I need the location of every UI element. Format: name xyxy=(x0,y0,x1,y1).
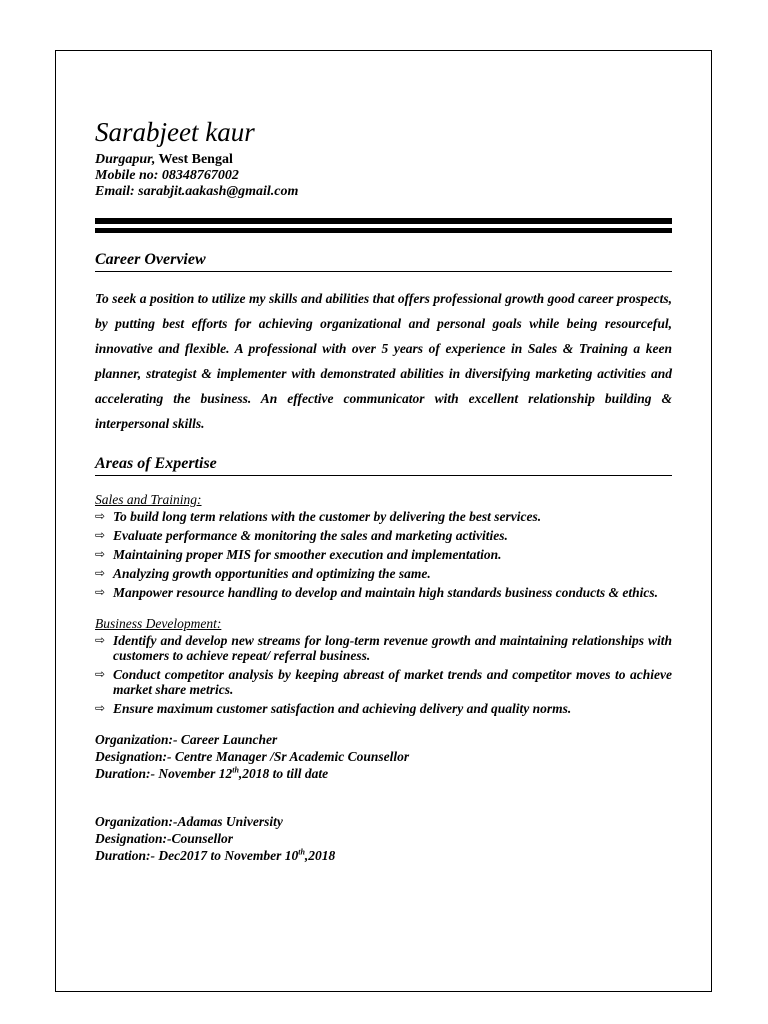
location-line xyxy=(95,152,672,168)
header-divider xyxy=(95,218,672,233)
career-overview-heading: Career Overview xyxy=(95,250,672,272)
arrow-right-icon: ⇨ xyxy=(95,667,106,681)
list-item: ⇨ Maintaining proper MIS for smoother execution and implementation. xyxy=(95,547,502,562)
mobile-line: Mobile no: 08348767002 xyxy=(95,168,239,183)
job-designation: Designation:- Centre Manager /Sr Academic Counsellor xyxy=(95,749,410,764)
arrow-right-icon: ⇨ xyxy=(95,528,106,542)
list-item: ⇨ Conduct competitor analysis by keeping abreast of market trends and competitor moves to achieve market share metrics. xyxy=(95,667,672,697)
location-separator: , xyxy=(151,152,156,167)
expertise-heading: Areas of Expertise xyxy=(95,454,672,476)
arrow-right-icon: ⇨ xyxy=(95,566,106,580)
job-duration: Duration:- November 12th,2018 to till date xyxy=(95,765,329,781)
arrow-right-icon: ⇨ xyxy=(95,585,106,599)
business-development-heading: Business Development: xyxy=(95,616,222,631)
candidate-name: Sarabjeet kaur xyxy=(95,117,255,147)
arrow-right-icon: ⇨ xyxy=(95,509,106,523)
list-item: ⇨ Ensure maximum customer satisfaction and achieving delivery and quality norms. xyxy=(95,701,572,716)
location-state: West Bengal xyxy=(155,152,233,167)
job-duration: Duration:- Dec2017 to November 10th,2018 xyxy=(95,847,336,863)
job-entry-career-launcher xyxy=(95,731,672,782)
list-item: ⇨ To build long term relations with the customer by delivering the best services. xyxy=(95,509,542,524)
arrow-right-icon: ⇨ xyxy=(95,701,106,715)
job-organization: Organization:- Career Launcher xyxy=(95,732,278,747)
list-item: ⇨ Analyzing growth opportunities and optimizing the same. xyxy=(95,566,431,581)
list-item: ⇨ Manpower resource handling to develop and maintain high standards business conducts & ethics. xyxy=(95,585,658,600)
list-item: ⇨ Identify and develop new streams for long-term revenue growth and maintaining relationships with customers to achieve repeat/ referral business. xyxy=(95,633,672,663)
job-organization: Organization:-Adamas University xyxy=(95,814,283,829)
job-entry-adamas-university xyxy=(95,813,672,864)
sales-training-heading: Sales and Training: xyxy=(95,492,202,507)
career-overview-text: To seek a position to utilize my skills and abilities that offers professional growth good career prospects, by putting best efforts for achieving organizational and personal goals while being resourceful, innovative and flexible. A professional with over 5 years of experience in Sales & Training a keen planner, strategist & implementer with demonstrated abilities in diversifying marketing activities and accelerating the business. An effective communicator with excellent relationship building & interpersonal skills. xyxy=(95,291,672,431)
header-divider-bottom xyxy=(95,228,672,233)
email-line: Email: sarabjit.aakash@gmail.com xyxy=(95,184,299,199)
list-item: ⇨ Evaluate performance & monitoring the sales and marketing activities. xyxy=(95,528,508,543)
header-divider-top xyxy=(95,218,672,224)
arrow-right-icon: ⇨ xyxy=(95,547,106,561)
arrow-right-icon: ⇨ xyxy=(95,633,106,647)
business-development-list xyxy=(95,633,672,716)
resume-content xyxy=(95,112,672,864)
sales-training-list xyxy=(95,509,672,600)
job-designation: Designation:-Counsellor xyxy=(95,831,234,846)
location-city: Durgapur xyxy=(95,152,152,167)
